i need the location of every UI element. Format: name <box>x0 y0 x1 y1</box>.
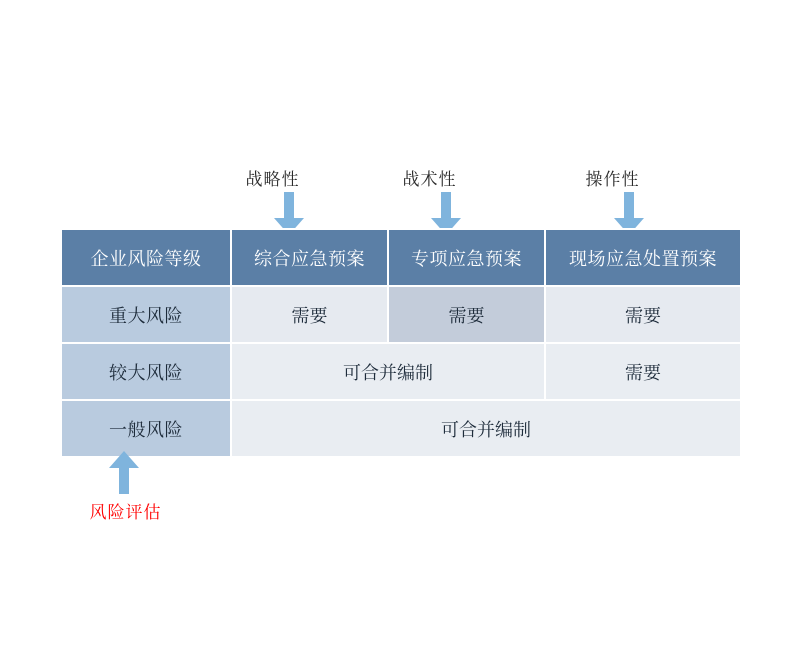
table-row <box>61 286 741 343</box>
cell-major-onsite: 需要 <box>545 286 741 343</box>
row-header-relatively-major-risk: 较大风险 <box>61 343 231 400</box>
table-header-row <box>61 229 741 286</box>
annotation-label-risk-assessment: 风险评估 <box>89 503 162 522</box>
annotation-label-strategic: 战略性 <box>245 170 300 189</box>
cell-relatively-major-merged: 可合并编制 <box>231 343 545 400</box>
column-header-onsite-plan: 现场应急处置预案 <box>545 229 741 286</box>
row-header-major-risk: 重大风险 <box>61 286 231 343</box>
risk-plan-matrix-table <box>60 228 742 458</box>
cell-general-merged: 可合并编制 <box>231 400 741 457</box>
table-row <box>61 400 741 457</box>
row-header-general-risk: 一般风险 <box>61 400 231 457</box>
column-header-special-plan: 专项应急预案 <box>388 229 545 286</box>
cell-major-special: 需要 <box>388 286 545 343</box>
up-arrow-icon-risk-assessment <box>107 450 141 494</box>
annotation-label-tactical: 战术性 <box>402 170 457 189</box>
annotation-label-operational: 操作性 <box>585 170 640 189</box>
column-header-risk-level: 企业风险等级 <box>61 229 231 286</box>
table-row <box>61 343 741 400</box>
column-header-comprehensive-plan: 综合应急预案 <box>231 229 388 286</box>
cell-relatively-major-onsite: 需要 <box>545 343 741 400</box>
cell-major-comprehensive: 需要 <box>231 286 388 343</box>
